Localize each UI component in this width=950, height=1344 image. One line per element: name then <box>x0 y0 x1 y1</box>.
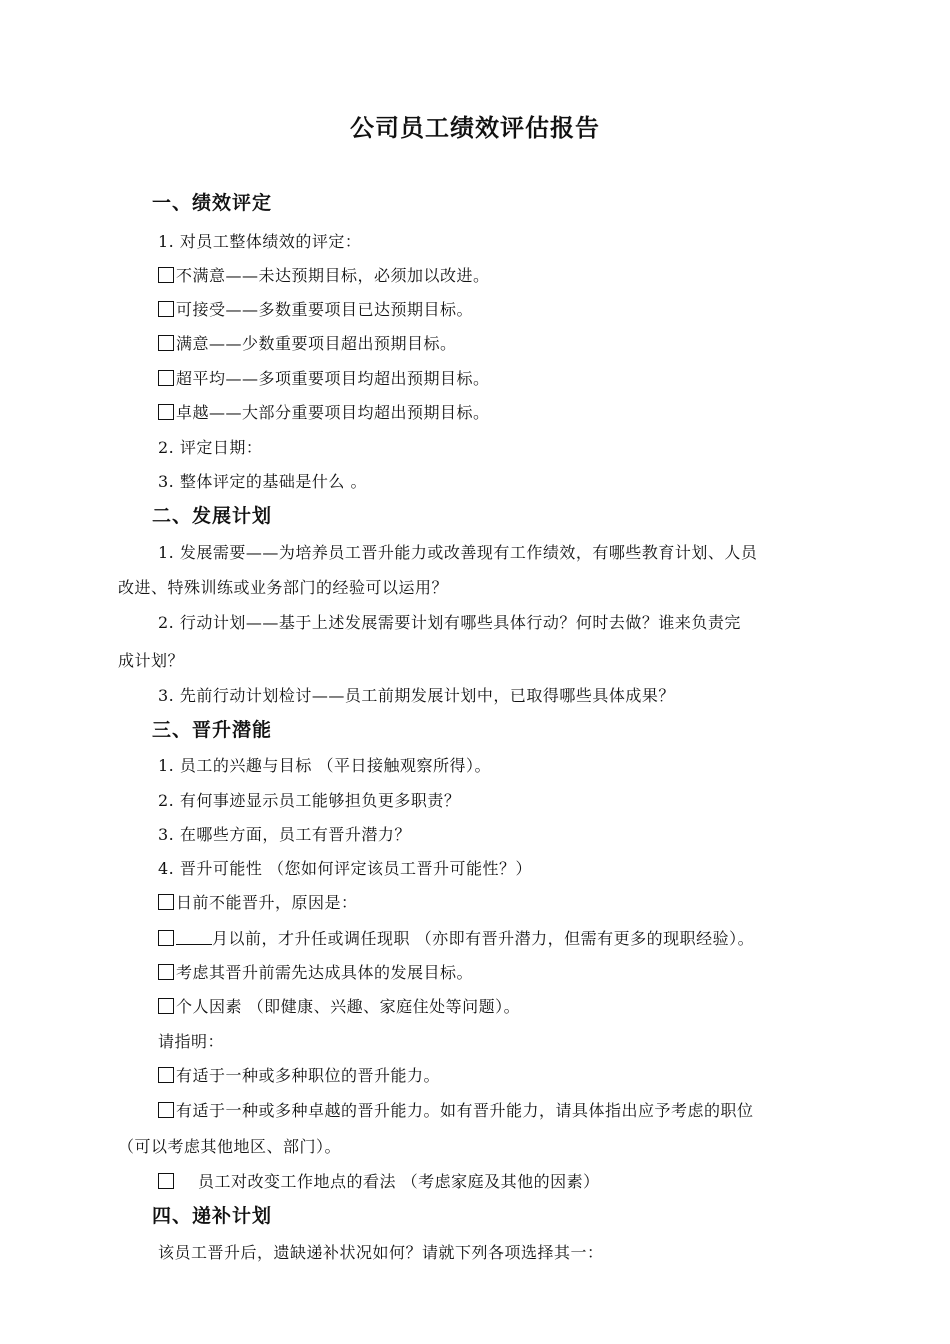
checkbox[interactable] <box>158 404 174 420</box>
checkbox-item <box>158 1098 754 1121</box>
paragraph: 2. 有何事迹显示员工能够担负更多职责？ <box>158 791 461 810</box>
checkbox-label: 超平均——多项重要项目均超出预期目标。 <box>176 369 490 388</box>
checkbox-item <box>158 994 520 1017</box>
paragraph: 该员工晋升后，遗缺递补状况如何？请就下列各项选择其一： <box>158 1243 604 1262</box>
checkbox[interactable] <box>158 335 174 351</box>
checkbox-label: 有适于一种或多种职位的晋升能力。 <box>176 1066 441 1085</box>
page-title: 公司员工绩效评估报告 <box>350 114 600 142</box>
checkbox[interactable] <box>158 301 174 317</box>
checkbox-label: 月以前，才升任或调任现职 （亦即有晋升潜力，但需有更多的现职经验）。 <box>212 929 755 948</box>
paragraph: 1. 员工的兴趣与目标 （平日接触观察所得）。 <box>158 756 491 775</box>
paragraph: 改进、特殊训练或业务部门的经验可以运用？ <box>118 578 449 597</box>
paragraph: 4. 晋升可能性 （您如何评定该员工晋升可能性？） <box>158 859 532 878</box>
paragraph: 1. 发展需要——为培养员工晋升能力或改善现有工作绩效，有哪些教育计划、人员 <box>158 543 758 562</box>
checkbox-item <box>158 890 358 913</box>
paragraph: 3. 在哪些方面，员工有晋升潜力？ <box>158 825 411 844</box>
section-heading-4: 四、递补计划 <box>152 1205 273 1227</box>
checkbox-item <box>158 400 490 423</box>
checkbox[interactable] <box>158 1067 174 1083</box>
checkbox-item <box>158 1169 600 1192</box>
checkbox-item <box>158 297 473 320</box>
paragraph: 3. 整体评定的基础是什么 。 <box>158 472 367 491</box>
checkbox-item <box>158 926 754 949</box>
checkbox[interactable] <box>158 930 174 946</box>
paragraph: 请指明： <box>158 1032 225 1051</box>
checkbox-label: 满意——少数重要项目超出预期目标。 <box>176 334 457 353</box>
paragraph: 成计划？ <box>118 651 185 670</box>
checkbox-label: 有适于一种或多种卓越的晋升能力。如有晋升能力，请具体指出应予考虑的职位 <box>176 1101 754 1120</box>
checkbox[interactable] <box>158 1173 174 1189</box>
checkbox-label: 员工对改变工作地点的看法 （考虑家庭及其他的因素） <box>198 1172 600 1191</box>
blank-field[interactable] <box>176 932 212 945</box>
checkbox[interactable] <box>158 370 174 386</box>
section-heading-1: 一、绩效评定 <box>152 192 273 214</box>
checkbox[interactable] <box>158 267 174 283</box>
checkbox-item <box>158 960 473 983</box>
checkbox-item <box>158 366 490 389</box>
paragraph: 3. 先前行动计划检讨——员工前期发展计划中，已取得哪些具体成果？ <box>158 686 675 705</box>
checkbox-label: 个人因素 （即健康、兴趣、家庭住处等问题）。 <box>176 997 521 1016</box>
checkbox-label: 可接受——多数重要项目已达预期目标。 <box>176 300 474 319</box>
paragraph: 1. 对员工整体绩效的评定： <box>158 232 362 251</box>
checkbox[interactable] <box>158 1102 174 1118</box>
checkbox[interactable] <box>158 964 174 980</box>
section-heading-3: 三、晋升潜能 <box>152 719 273 741</box>
paragraph: （可以考虑其他地区、部门）。 <box>118 1137 342 1156</box>
checkbox-label: 日前不能晋升，原因是： <box>176 893 358 912</box>
checkbox-item <box>158 263 490 286</box>
section-heading-2: 二、发展计划 <box>152 505 273 527</box>
checkbox[interactable] <box>158 894 174 910</box>
checkbox-label: 不满意——未达预期目标，必须加以改进。 <box>176 266 490 285</box>
paragraph: 2. 行动计划——基于上述发展需要计划有哪些具体行动？何时去做？谁来负责完 <box>158 613 741 632</box>
checkbox-item <box>158 331 457 354</box>
checkbox[interactable] <box>158 998 174 1014</box>
paragraph: 2. 评定日期： <box>158 438 263 457</box>
checkbox-label: 卓越——大部分重要项目均超出预期目标。 <box>176 403 490 422</box>
checkbox-item <box>158 1063 440 1086</box>
checkbox-label: 考虑其晋升前需先达成具体的发展目标。 <box>176 963 474 982</box>
